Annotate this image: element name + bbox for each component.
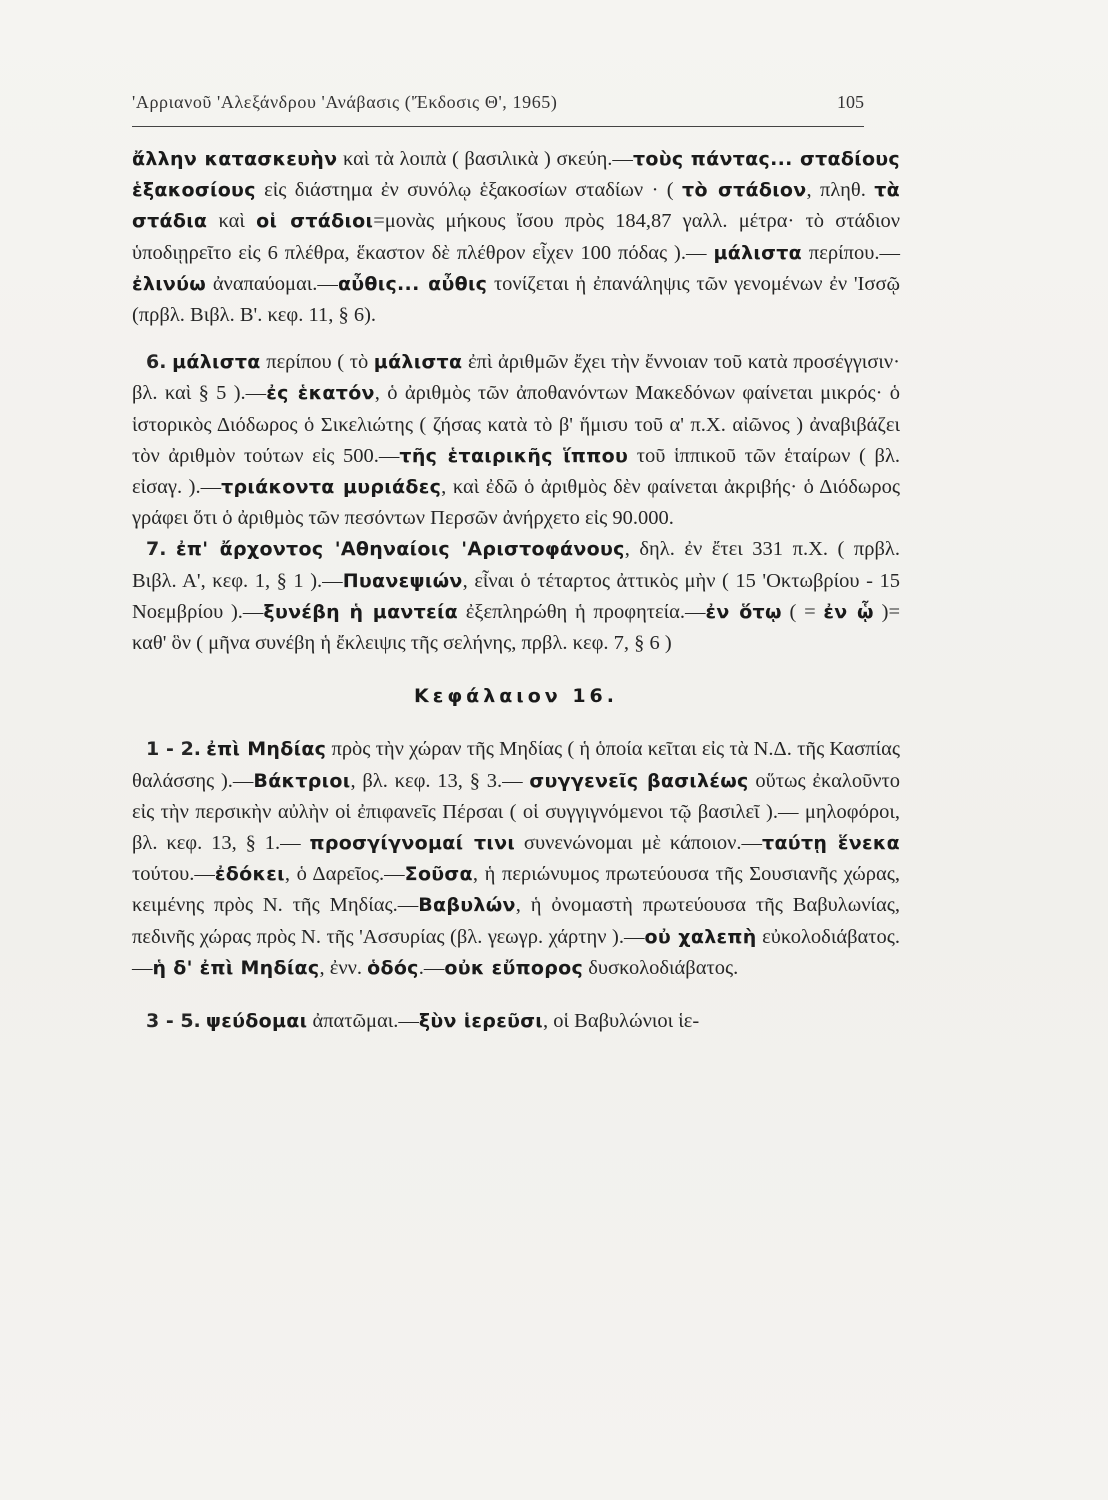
gloss-text: , καὶ ἐδῶ ὁ ἀριθμὸς δὲν φαίνεται ἀκριβής· ὁ Διόδωρος γράφει ὅτι ὁ ἀριθμὸς τῶν πεσόντων Περσῶν ἀνήρχετο εἰς 90.000. (132, 476, 900, 530)
gloss-text: περίπου.— (801, 241, 900, 264)
lemma: Πυανεψιών (342, 569, 463, 592)
gloss-text: εὐκολοδιάβατος.— (132, 925, 900, 979)
gloss-text: , ἡ ὀνομαστὴ πρωτεύουσα τῆς Βαβυλωνίας, πεδινῆς χώρας πρὸς Ν. τῆς 'Ασσυρίας (βλ. γεωγρ. χάρτην ).— (132, 894, 900, 948)
gloss-text: καὶ τὰ λοιπὰ ( βασιλικὰ ) σκεύη.— (337, 148, 633, 170)
commentary-body (132, 144, 900, 1037)
lemma: ἐν ᾧ (823, 600, 874, 623)
gloss-text: ἀναπαύομαι.— (206, 272, 338, 295)
gloss-text: δυσκολοδιάβατος. (583, 956, 739, 979)
gloss-text: τοῦ ἱππικοῦ τῶν ἑταίρων ( βλ. εἰσαγ. ).— (132, 444, 901, 499)
chapter-heading: Κεφάλαιον 16. (414, 685, 618, 708)
lemma: ψεύδομαι (205, 1010, 308, 1033)
gloss-text: τούτου.— (132, 863, 215, 886)
lemma: οὐ χαλεπὴ (644, 925, 757, 948)
gloss-text: ἐπὶ ἀριθμῶν ἔχει τὴν ἔννοιαν τοῦ κατὰ προσέγγισιν· βλ. καὶ § 5 ).— (132, 351, 900, 405)
lemma: τὰ στάδια (132, 179, 900, 233)
lemma: αὖθις... αὖθις (337, 272, 488, 295)
paragraph-3 (132, 534, 900, 659)
spacer (132, 984, 900, 1006)
gloss-text: , ἡ περιώνυμος πρωτεύουσα τῆς Σουσιανῆς χώρας, κειμένης πρὸς Ν. τῆς Μηδίας.— (132, 863, 900, 917)
gloss-text: , δηλ. ἐν ἔτει 331 π.Χ. ( πρβλ. Βιβλ. Α', κεφ. 1, § 1 ).— (132, 538, 900, 592)
gloss-text: , εἶναι ὁ τέταρτος ἀττικὸς μὴν ( 15 'Οκτωβρίου - 15 Νοεμβρίου ).— (132, 569, 900, 623)
section-number: 1 - 2. (146, 738, 202, 761)
lemma: μάλιστα (172, 351, 261, 374)
section-number: 7. (146, 538, 167, 561)
gloss-text: ( = (781, 600, 824, 623)
gloss-text: ἀπατῶμαι.— (307, 1010, 419, 1033)
lemma: Βαβυλών (418, 894, 516, 917)
lemma: ἐλινύω (132, 272, 207, 295)
section-number: 3 - 5. (146, 1010, 201, 1033)
paragraph-1 (132, 144, 900, 331)
gloss-text: , ὁ Δαρεῖος.— (284, 863, 405, 886)
gloss-text: , ἐνν. (319, 956, 368, 979)
lemma: Σοῦσα (404, 863, 473, 886)
gloss-text: , βλ. κεφ. 13, § 3.— (350, 769, 530, 792)
lemma: ἄλλην κατασκευὴν (132, 148, 338, 170)
section-number: 6. (146, 351, 167, 374)
lemma: ἐπ' ἄρχοντος 'Αθηναίοις 'Αριστοφάνους (176, 538, 625, 561)
gloss-text: .— (418, 956, 445, 979)
lemma: ἐν ὅτῳ (705, 600, 782, 623)
lemma: οὐκ εὔπορος (444, 956, 584, 979)
lemma: ἐπὶ Μηδίας (206, 738, 327, 761)
gloss-text: , πληθ. (806, 179, 875, 202)
running-header (132, 92, 864, 127)
gloss-text: )= καθ' ὃν ( μῆνα συνέβη ἡ ἔκλειψις τῆς σελήνης, πρβλ. κεφ. 7, § 6 ) (132, 600, 901, 655)
lemma: προσγίγνομαί τινι (309, 832, 516, 855)
lemma: τριάκοντα μυριάδες (221, 476, 442, 499)
lemma: ἐς ἑκατόν (266, 382, 375, 405)
lemma: τὸ στάδιον (682, 179, 807, 202)
gloss-text: οὕτως ἐκαλοῦντο εἰς τὴν περσικὴν αὐλὴν οἱ ἐπιφανεῖς Πέρσαι ( οἱ συγγιγνόμενοι τῷ βασιλεῖ ).— μηλοφόροι, βλ. κεφ. 13, § 1.— (132, 769, 900, 855)
spacer (132, 659, 900, 681)
lemma: τῆς ἑταιρικῆς ἵππου (399, 444, 629, 467)
gloss-text: εἰς διάστημα ἐν συνόλῳ ἑξακοσίων σταδίων · ( (255, 179, 683, 202)
paragraph-2 (132, 347, 900, 534)
lemma: τοὺς πάντας... σταδίους ἑξακοσίους (132, 148, 900, 202)
lemma: ἡ δ' ἐπὶ Μηδίας (152, 956, 320, 979)
lemma: μάλιστα (713, 241, 802, 264)
gloss-text: =μονὰς μήκους ἴσου πρὸς 184,87 γαλλ. μέτρα· τὸ στάδιον ὑποδιῃρεῖτο εἰς 6 πλέθρα, ἕκαστον δὲ πλέθρον εἶχεν 100 πόδας ).— (132, 210, 900, 264)
spacer (132, 712, 900, 734)
page-number: 105 (837, 92, 864, 112)
lemma: ξυνέβη ἡ μαντεία (263, 600, 459, 623)
gloss-text: συνενώνομαι μὲ κάποιον.— (515, 832, 763, 855)
gloss-text: καὶ (207, 210, 257, 233)
paragraph-5 (132, 1006, 900, 1037)
paragraph-4 (132, 734, 900, 984)
gloss-text: περίπου ( τὸ (260, 351, 374, 374)
gloss-text: πρὸς τὴν χώραν τῆς Μηδίας ( ἡ ὁποία κεῖται εἰς τὰ Ν.Δ. τῆς Κασπίας θαλάσσης ).— (132, 738, 900, 792)
gloss-text: , ὁ ἀριθμὸς τῶν ἀποθανόντων Μακεδόνων φαίνεται μικρός· ὁ ἱστορικὸς Διόδωρος ὁ Σικελιώτης ( ζήσας κατὰ τὸ β' ἥμισυ τοῦ α' π.Χ. αἰῶνος ) ἀναβιβάζει τὸν ἀριθμὸν τούτων εἰς 500.— (132, 382, 900, 467)
lemma: ὁδός (367, 956, 419, 979)
spacer (132, 331, 900, 347)
gloss-text: , οἱ Βαβυλώνιοι ἱε- (543, 1010, 700, 1033)
lemma: Βάκτριοι (253, 769, 351, 792)
header-title: 'Αρριανοῦ 'Αλεξάνδρου 'Ανάβασις ('Έκδοσις Θ', 1965) (132, 92, 558, 112)
lemma: μάλιστα (373, 351, 463, 374)
gloss-text: τονίζεται ἡ ἐπανάληψις τῶν γενομένων ἐν 'Ισσῷ (πρβλ. Βιβλ. Β'. κεφ. 11, § 6). (132, 272, 900, 327)
lemma: ταύτῃ ἕνεκα (762, 832, 900, 855)
lemma: ξὺν ἱερεῦσι (418, 1010, 544, 1033)
lemma: οἱ στάδιοι (256, 210, 374, 233)
lemma: συγγενεῖς βασιλέως (529, 769, 749, 792)
gloss-text: ἐξεπληρώθη ἡ προφητεία.— (458, 600, 706, 623)
lemma: ἐδόκει (214, 863, 285, 886)
